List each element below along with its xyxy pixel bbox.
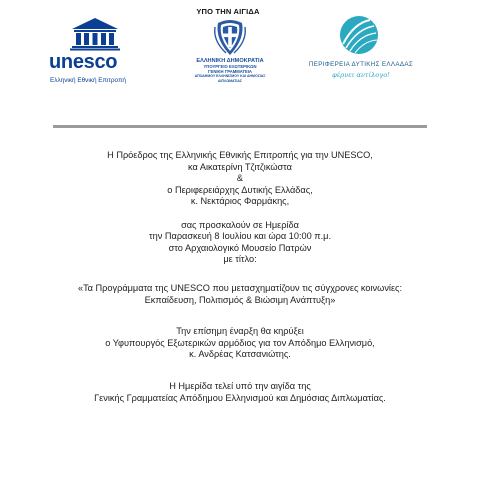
host-line: κ. Νεκτάριος Φαρμάκης,: [190, 196, 290, 207]
event-title-line: Εκπαίδευση, Πολιτισμός & Βιώσιμη Ανάπτυξη»: [144, 294, 336, 305]
greek-coat-of-arms-icon: [212, 19, 248, 57]
invitation-line: σας προσκαλούν σε Ημερίδα: [181, 219, 299, 230]
invitation-body: [40, 150, 440, 404]
greek-state-name: ΕΛΛΗΝΙΚΗ ΔΗΜΟΚΡΑΤΙΑ: [196, 58, 264, 64]
greek-state-logo: [188, 19, 272, 89]
unesco-temple-icon: [69, 17, 121, 51]
unesco-wordmark: unesco: [49, 51, 118, 73]
opening-line: ο Υφυπουργός Εξωτερικών αρμόδιος για τον Απόδημο Ελληνισμό,: [105, 337, 375, 348]
host-line: ο Περιφερειάρχης Δυτικής Ελλάδας,: [167, 184, 313, 195]
header-divider: [53, 125, 427, 128]
event-date-line: την Παρασκευή 8 Ιουλίου και ώρα 10:00 π.μ.: [148, 231, 332, 242]
ministry-name: ΥΠΟΥΡΓΕΙΟ ΕΞΩΤΕΡΙΚΩΝ: [203, 64, 257, 69]
unesco-logo: [49, 17, 149, 89]
event-title-line: «Τα Προγράμματα της UNESCO που μετασχηματίζουν τις σύγχρονες κοινωνίες:: [77, 282, 403, 293]
patronage-note-line: Η Ημερίδα τελεί υπό την αιγίδα της: [169, 380, 311, 391]
host-line: &: [236, 173, 244, 184]
secretariat-name: ΓΕΝΙΚΗ ΓΡΑΜΜΑΤΕΙΑ: [208, 69, 252, 74]
event-venue-line: στο Αρχαιολογικό Μουσείο Πατρών: [168, 242, 312, 253]
region-logo: [303, 15, 419, 97]
region-name: ΠΕΡΙΦΕΡΕΙΑ ΔΥΤΙΚΗΣ ΕΛΛΑΔΑΣ: [308, 61, 414, 68]
patronage-heading: ΥΠΟ ΤΗΝ ΑΙΓΙΔΑ: [196, 7, 260, 16]
region-emblem-icon: [339, 15, 379, 55]
host-line: Η Πρόεδρος της Ελληνικής Εθνικής Επιτροπής για την UNESCO,: [107, 150, 373, 160]
secretariat-subtitle: ΑΠΟΔΗΜΟΥ ΕΛΛΗΝΙΣΜΟΥ ΚΑΙ ΔΗΜΟΣΙΑΣ ΔΙΠΛΩΜΑΤΙΑΣ: [194, 74, 266, 83]
region-slogan: φέρνει αντίλογο!: [332, 71, 390, 79]
patronage-note-line: Γενικής Γραμματείας Απόδημου Ελληνισμού και Δημόσιας Διπλωματίας.: [94, 392, 386, 403]
host-line: κα Αικατερίνη Τζιτζικώστα: [188, 161, 292, 172]
opening-line: κ. Ανδρέας Κατσανιώτης.: [189, 349, 291, 360]
opening-line: Την επίσημη έναρξη θα κηρύξει: [176, 326, 304, 337]
unesco-subtitle: Ελληνική Εθνική Επιτροπή: [50, 77, 126, 84]
invitation-line: με τίτλο:: [223, 254, 257, 265]
